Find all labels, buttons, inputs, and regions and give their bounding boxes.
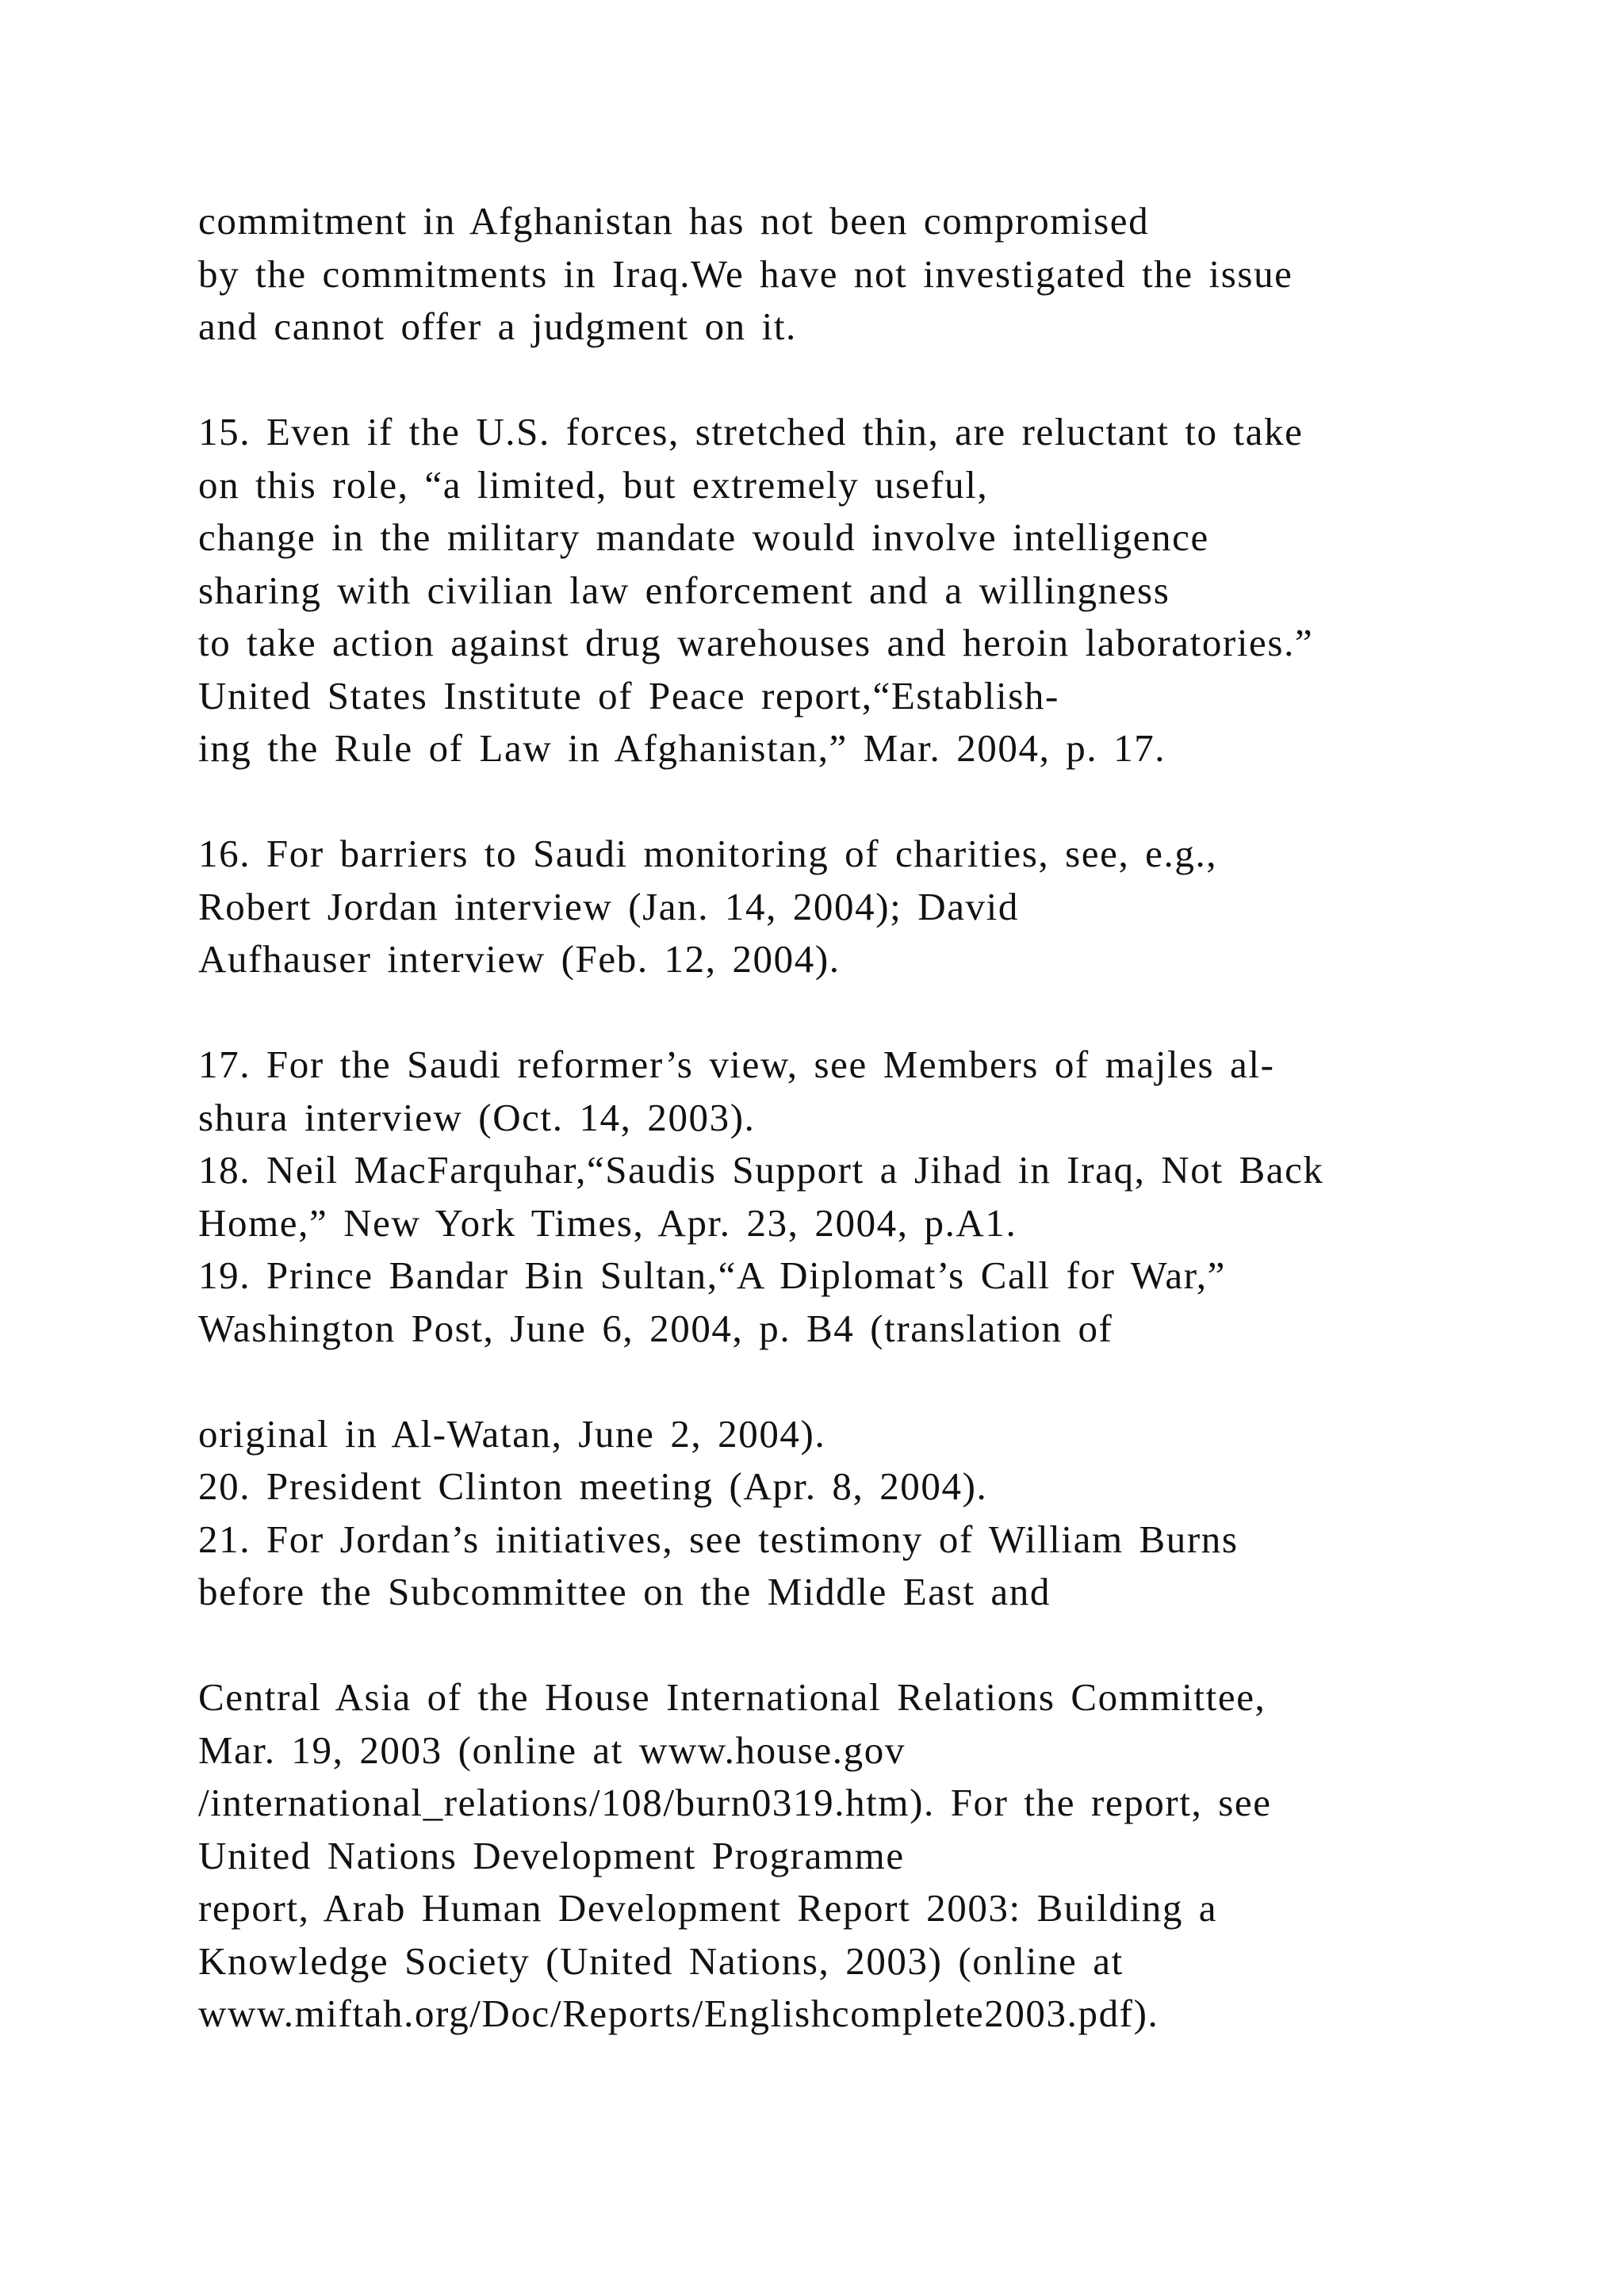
text-line: Washington Post, June 6, 2004, p. B4 (translation of bbox=[198, 1306, 1113, 1350]
text-line: www.miftah.org/Doc/Reports/Englishcomplete2003.pdf). bbox=[198, 1992, 1159, 2035]
text-line: before the Subcommittee on the Middle East and bbox=[198, 1570, 1051, 1613]
paragraph-gap bbox=[198, 1355, 1546, 1408]
note-18-line: 18. Neil MacFarquhar,“Saudis Support a Jihad in Iraq, Not Back bbox=[198, 1148, 1324, 1192]
note-20-line: 20. President Clinton meeting (Apr. 8, 2004). bbox=[198, 1464, 988, 1508]
text-line: /international_relations/108/burn0319.htm). For the report, see bbox=[198, 1781, 1272, 1824]
paragraph-gap bbox=[198, 986, 1546, 1039]
note-21-line: 21. For Jordan’s initiatives, see testimony of William Burns bbox=[198, 1517, 1239, 1561]
text-line: Robert Jordan interview (Jan. 14, 2004); David bbox=[198, 884, 1019, 928]
text-line: by the commitments in Iraq.We have not investigated the issue bbox=[198, 251, 1293, 296]
paragraph-gap bbox=[198, 1619, 1546, 1672]
note-16-line: 16. For barriers to Saudi monitoring of charities, see, e.g., bbox=[198, 832, 1218, 875]
text-line: United States Institute of Peace report,“Establish- bbox=[198, 673, 1059, 718]
text-line: and cannot offer a judgment on it. bbox=[198, 304, 797, 348]
note-15-line: 15. Even if the U.S. forces, stretched thin, are reluctant to take bbox=[198, 410, 1304, 453]
text-line: ing the Rule of Law in Afghanistan,” Mar. 2004, p. 17. bbox=[198, 726, 1166, 770]
text-line: on this role, “a limited, but extremely useful, bbox=[198, 462, 989, 507]
text-line: original in Al-Watan, June 2, 2004). bbox=[198, 1411, 826, 1456]
text-line: United Nations Development Programme bbox=[198, 1833, 905, 1877]
text-line: Aufhauser interview (Feb. 12, 2004). bbox=[198, 937, 841, 981]
text-line: commitment in Afghanistan has not been compromised bbox=[198, 199, 1150, 243]
text-line: to take action against drug warehouses and heroin laboratories.” bbox=[198, 621, 1314, 664]
note-19-line: 19. Prince Bandar Bin Sultan,“A Diplomat’s Call for War,” bbox=[198, 1253, 1226, 1297]
text-line: change in the military mandate would involve intelligence bbox=[198, 515, 1209, 559]
text-line: Knowledge Society (United Nations, 2003) (online at bbox=[198, 1938, 1124, 1983]
text-line: shura interview (Oct. 14, 2003). bbox=[198, 1095, 756, 1139]
notes-text bbox=[198, 195, 1546, 2041]
paragraph-gap bbox=[198, 775, 1546, 828]
text-line: report, Arab Human Development Report 2003: Building a bbox=[198, 1886, 1218, 1930]
text-line: Central Asia of the House International Relations Committee, bbox=[198, 1675, 1266, 1719]
note-17-line: 17. For the Saudi reformer’s view, see Members of majles al- bbox=[198, 1043, 1275, 1086]
text-line: sharing with civilian law enforcement and a willingness bbox=[198, 568, 1170, 612]
text-line: Home,” New York Times, Apr. 23, 2004, p.A1. bbox=[198, 1200, 1017, 1245]
text-line: Mar. 19, 2003 (online at www.house.gov bbox=[198, 1728, 906, 1772]
paragraph-gap bbox=[198, 354, 1546, 407]
